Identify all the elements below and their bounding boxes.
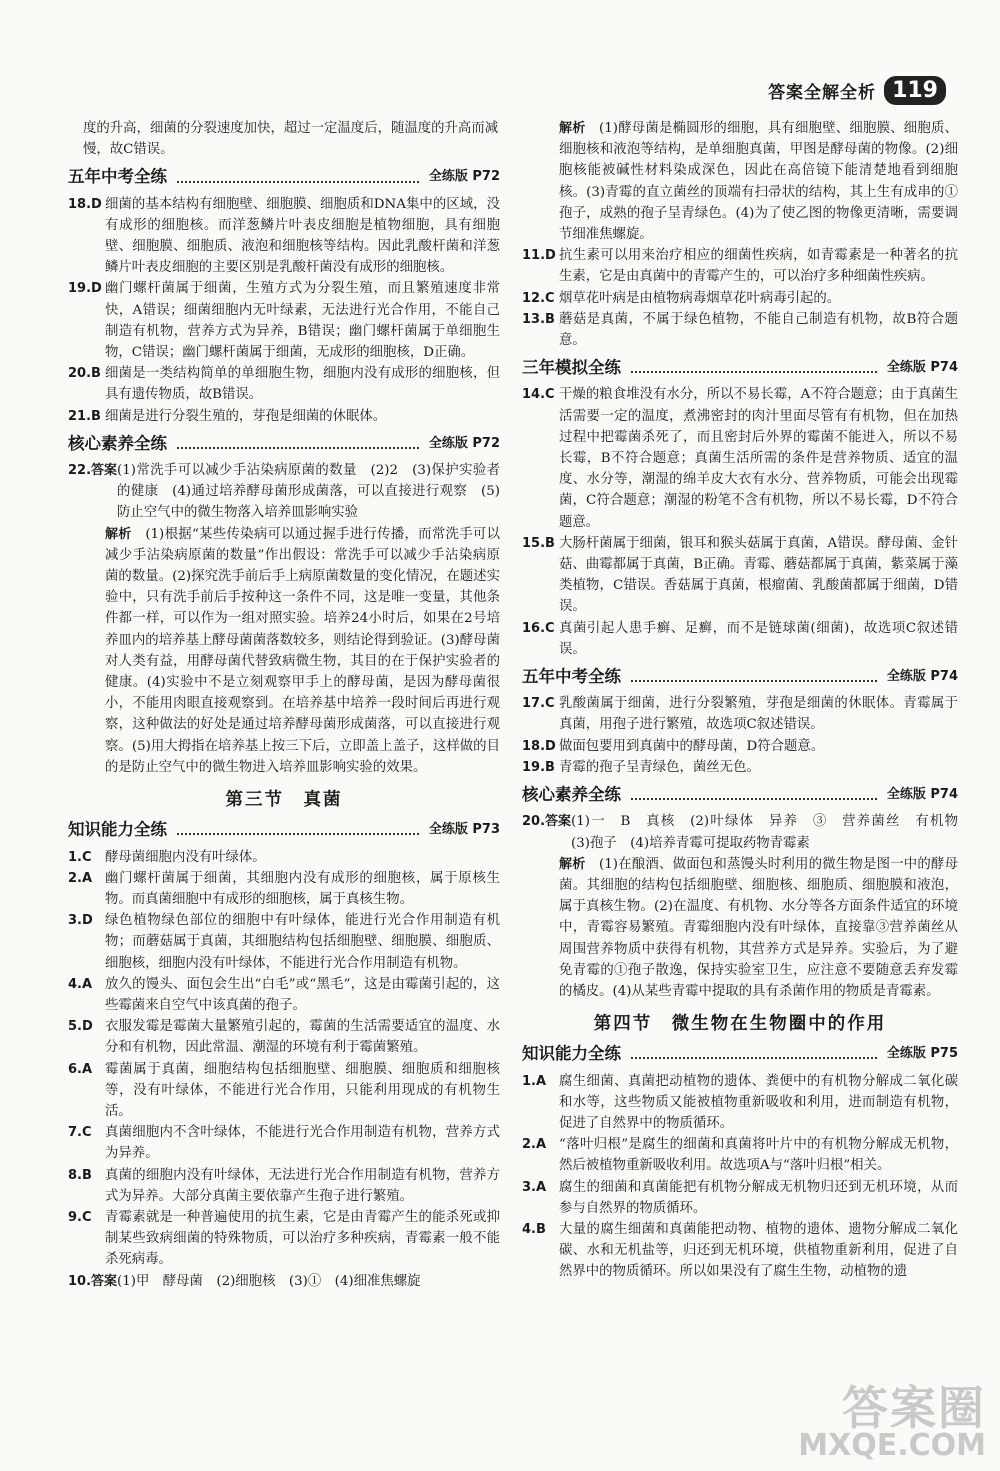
question-item [68, 1165, 500, 1207]
question-text: 青霉的孢子呈青绿色，菌丝无色。 [559, 759, 760, 775]
section-header [522, 357, 958, 378]
dotted-leader [631, 362, 877, 373]
question-item [522, 811, 972, 853]
watermark-title: 答案圈 [842, 1381, 986, 1435]
explanation-text: (1)在酿酒、做面包和蒸馒头时利用的微生物是图一中的酵母菌。其细胞的结构包括细胞壁、细胞核、细胞质、细胞膜和液泡，属于真核生物。(2)在温度、有机物、水分等各方面条件适宜的环境中，青霉容易繁殖。青霉细胞内没有叶绿体，直接靠③营养菌丝从周围营养物质中获得有机物，其营养方式是异养。实验后，为了避免青霉的①孢子散逸，保持实验室卫生，应注意不要随意丢弃发霉的橘皮。(4)从某些青霉中提取的具有杀菌作用的物质是青霉素。 [559, 856, 958, 999]
question-item [68, 406, 500, 427]
section-title: 五年中考全练 [68, 167, 167, 187]
question-item [68, 974, 500, 1016]
question-item [522, 309, 958, 351]
question-item [522, 1177, 958, 1219]
question-number: 20.B [68, 366, 101, 382]
question-item [522, 736, 958, 757]
question-text: 烟草花叶病是由植物病毒烟草花叶病毒引起的。 [559, 290, 841, 306]
question-text: 酵母菌细胞内没有叶绿体。 [105, 849, 266, 865]
watermark-logo [798, 1381, 986, 1463]
answer-text: (1)甲 酵母菌 (2)细胞核 (3)① (4)细准焦螺旋 [117, 1273, 421, 1289]
section-title: 知识能力全练 [68, 820, 167, 840]
question-number: 3.D [68, 913, 93, 929]
question-item [68, 1271, 500, 1292]
question-text: 真菌细胞内不含叶绿体，不能进行光合作用制造有机物，营养方式为异养。 [105, 1125, 500, 1162]
explanation-label: 解析 [559, 856, 586, 872]
explanation-block [522, 118, 958, 245]
question-number: 7.C [68, 1125, 92, 1141]
explanation-text: (1)酵母菌是椭圆形的细胞，具有细胞壁、细胞膜、细胞质、细胞核和液泡等结构，是单细胞真菌，甲图是酵母菌的物像。(2)细胞核能被碱性材料染成深色，因此在高倍镜下能清楚地看到细胞核。(3)青霉的直立菌丝的顶端有扫帚状的结构，其上生有成串的①孢子，成熟的孢子呈青绿色。(4)为了使乙图的物像更清晰，需要调节细准焦螺旋。 [559, 121, 958, 243]
question-text: 蘑菇是真菌，不属于绿色植物，不能自己制造有机物，故B符合题意。 [559, 311, 958, 349]
question-item [68, 910, 500, 974]
question-item [68, 278, 500, 363]
question-item [68, 1059, 500, 1123]
question-text: 腐生细菌、真菌把动植物的遗体、粪便中的有机物分解成二氧化碳和水等，这些物质又能被植物重新吸收和利用，进而制造有机物，促进了自然界中的物质循环。 [559, 1073, 958, 1131]
question-item [68, 868, 500, 910]
section-header [522, 1043, 958, 1064]
explanation-text: (1)根据“某些传染病可以通过握手进行传播，而常洗手可以减少手沾染病原菌的数量”作出假设：常洗手可以减少手沾染病原菌的数量。(2)探究洗手前后手上病原菌数量的变化情况，在题述实验中，只有洗手前后手按种这一条件不同，这是唯一变量，其他条件都一样，可以作为一组对照实验。培养24小时后，如果在2号培养皿内的培养基上酵母菌菌落数较多，则结论得到验证。(3)酵母菌对人类有益，用酵母菌代替致病微生物，其目的在于保护实验者的健康。(4)实验中不是立刻观察甲手上的酵母菌，是因为酵母菌很小，不能用肉眼直接观察到。在培养基中培养一段时间后再进行观察，这种做法的好处是通过培养酵母菌形成菌落，可以直接进行观察。(5)用大拇指在培养基上按三下后，立即盖上盖子，这样做的目的是防止空气中的微生物进入培养皿影响实验的效果。 [105, 526, 501, 775]
question-text: 衣服发霉是霉菌大量繁殖引起的，霉菌的生活需要适宜的温度、水分和有机物，因此常温、潮湿的环境有利于霉菌繁殖。 [105, 1019, 500, 1056]
question-text: 幽门螺杆菌属于细菌，生殖方式为分裂生殖，而且繁殖速度非常快，A错误；细菌细胞内无叶绿素，无法进行光合作用，不能自己制造有机物，营养方式为异养，B错误；幽门螺杆菌属于单细胞生物，C错误；幽门螺杆菌属于细菌，无成形的细胞核，D正确。 [105, 281, 500, 361]
question-text: 做面包要用到真菌中的酵母菌，D符合题意。 [559, 738, 825, 754]
question-text: 大量的腐生细菌和真菌能把动物、植物的遗体、遗物分解成二氧化碳、水和无机盐等，归还到无机环境，供植物重新利用，促进了自然界中的物质循环。所以如果没有了腐生生物，动植物的遗 [559, 1221, 958, 1280]
question-number: 19.B [522, 759, 555, 775]
section-title: 核心素养全练 [68, 433, 167, 453]
section-ref: 全练版 P74 [886, 669, 958, 685]
question-text: 幽门螺杆菌属于细菌，其细胞内没有成形的细胞核，属于原核生物。而真菌细胞中有成形的细胞核，属于真核生物。 [105, 870, 500, 907]
section-ref: 全练版 P74 [886, 787, 958, 803]
question-item [68, 1207, 500, 1271]
question-number: 13.B [522, 311, 555, 327]
question-item [522, 618, 958, 660]
question-text: 干燥的粮食堆没有水分，所以不易长霉，A不符合题意；由于真菌生活需要一定的温度，煮沸密封的肉汁里面尽管有有机物，但在加热过程中把霉菌杀死了，而且密封后外界的霉菌不能进入，所以不易长霉，B不符合题意；真菌生活所需的条件是营养物质、适宜的温度、水分等，潮湿的绵羊皮大衣有水分、营养物质，可能会出现霉菌，C符合题意；潮湿的粉笔不含有机物，所以不易长霉，D不符合题意。 [559, 387, 958, 530]
page-header [768, 76, 946, 105]
intro-continuation: 度的升高，细菌的分裂速度加快，超过一定温度后，随温度的升高而减慢，故C错误。 [83, 121, 499, 158]
dotted-leader [177, 438, 419, 449]
question-item [68, 460, 500, 524]
question-number: 18.D [522, 738, 556, 754]
question-text: “落叶归根”是腐生的细菌和真菌将叶片中的有机物分解成无机物，然后被植物重新吸收利用。故选项A与“落叶归根”相关。 [559, 1137, 958, 1174]
watermark-url: MXQE.COM [798, 1428, 986, 1463]
question-number: 12.C [522, 290, 555, 306]
question-item [68, 194, 500, 279]
question-number: 1.C [68, 849, 92, 865]
question-number: 2.A [68, 870, 93, 886]
question-number: 11.D [522, 248, 556, 264]
question-item [522, 533, 958, 618]
question-number: 21.B [68, 408, 101, 424]
question-text: 大肠杆菌属于细菌，银耳和猴头菇属于真菌，A错误。酵母菌、金针菇、曲霉都属于真菌，B正确。青霉、蘑菇都属于真菌，紫菜属于藻类植物，C错误。香菇属于真菌，根瘤菌、乳酸菌都属于细菌，D错误。 [559, 535, 958, 615]
question-number: 22.答案 [68, 463, 118, 479]
question-text: 细菌是一类结构简单的单细胞生物，细胞内没有成形的细胞核，但具有遗传物质，故B错误。 [105, 366, 500, 403]
chapter-title: 第三节 真菌 [225, 790, 343, 811]
question-number: 17.C [522, 696, 555, 712]
section-ref: 全练版 P72 [428, 169, 500, 185]
page-number: 119 [884, 76, 946, 105]
section-header [68, 433, 500, 454]
question-text: 放久的馒头、面包会生出“白毛”或“黑毛”，这是由霉菌引起的，这些霉菌来自空气中该真菌的孢子。 [105, 976, 500, 1013]
question-number: 20.答案 [522, 814, 572, 830]
question-item [68, 363, 500, 405]
section-ref: 全练版 P73 [428, 822, 500, 838]
question-text: 绿色植物绿色部位的细胞中有叶绿体，能进行光合作用制造有机物；而蘑菇属于真菌，其细胞结构包括细胞壁、细胞膜、细胞质、细胞核，细胞内没有叶绿体，不能进行光合作用制造有机物。 [105, 913, 500, 971]
answer-text: (1)常洗手可以减少手沾染病原菌的数量 (2)2 (3)保护实验者的健康 (4)通过培养酵母菌形成菌落，可以直接进行观察 (5)防止空气中的微生物落入培养皿影响实验 [117, 463, 500, 521]
question-item [68, 1122, 500, 1164]
dotted-leader [631, 789, 877, 800]
question-number: 5.D [68, 1019, 93, 1035]
question-text: 真菌的细胞内没有叶绿体，无法进行光合作用制造有机物，营养方式为异养。大部分真菌主要依靠产生孢子进行繁殖。 [105, 1167, 500, 1204]
explanation-block [68, 524, 500, 778]
question-number: 14.C [522, 387, 555, 403]
section-header [522, 666, 958, 687]
section-header [68, 819, 500, 840]
question-number: 3.A [522, 1179, 547, 1195]
section-title: 知识能力全练 [522, 1044, 621, 1064]
section-header [68, 166, 500, 187]
question-number: 10.答案 [68, 1273, 118, 1289]
question-text: 乳酸菌属于细菌，进行分裂繁殖，芽孢是细菌的休眠体。青霉属于真菌，用孢子进行繁殖，故选项C叙述错误。 [559, 696, 958, 733]
question-number: 4.A [68, 976, 93, 992]
header-label: 答案全解全析 [768, 83, 877, 103]
question-item [522, 288, 958, 309]
section-title: 三年模拟全练 [522, 358, 621, 378]
question-text: 腐生的细菌和真菌能把有机物分解成无机物归还到无机环境，从而参与自然界的物质循环。 [559, 1179, 958, 1216]
question-item [68, 847, 500, 868]
question-number: 2.A [522, 1137, 547, 1153]
question-text: 青霉素就是一种普遍使用的抗生素，它是由青霉产生的能杀死或抑制某些致病细菌的特殊物质，可以治疗多种疾病，青霉素一般不能杀死病毒。 [105, 1209, 500, 1268]
question-text: 细菌的基本结构有细胞壁、细胞膜、细胞质和DNA集中的区域，没有成形的细胞核。而洋葱鳞片叶表皮细胞是植物细胞，具有细胞壁、细胞膜、细胞质、液泡和细胞核等结构。因此乳酸杆菌和洋葱鳞片叶表皮细胞的主要区别是乳酸杆菌没有成形的细胞核。 [105, 196, 500, 276]
question-item [68, 1016, 500, 1058]
question-number: 8.B [68, 1167, 92, 1183]
question-number: 1.A [522, 1073, 547, 1089]
question-item [522, 1219, 958, 1283]
dotted-leader [177, 172, 419, 183]
question-number: 15.B [522, 535, 555, 551]
question-item [522, 245, 958, 287]
question-item [522, 757, 958, 778]
question-number: 18.D [68, 196, 102, 212]
section-title: 核心素养全练 [522, 785, 621, 805]
question-text: 霉菌属于真菌，细胞结构包括细胞壁、细胞膜、细胞质和细胞核等，没有叶绿体，不能进行光合作用，只能利用现成的有机物生活。 [105, 1061, 500, 1119]
section-ref: 全练版 P75 [886, 1046, 958, 1062]
explanation-block [522, 854, 958, 1002]
question-item [522, 1071, 958, 1135]
dotted-leader [631, 1048, 877, 1059]
question-number: 4.B [522, 1221, 546, 1237]
question-item [522, 1134, 958, 1176]
question-item [522, 693, 958, 735]
answer-text: (1)一 B 真核 (2)叶绿体 异养 ③ 营养菌丝 有机物 (3)孢子 (4)培养青霉可提取药物青霉素 [571, 814, 972, 851]
question-number: 16.C [522, 620, 555, 636]
section-ref: 全练版 P74 [886, 360, 958, 376]
question-item [522, 384, 958, 532]
dotted-leader [631, 671, 877, 682]
question-number: 19.D [68, 281, 102, 297]
question-text: 抗生素可以用来治疗相应的细菌性疾病，如青霉素是一种著名的抗生素，它是由真菌中的青霉产生的，可以治疗多种细菌性疾病。 [559, 248, 958, 285]
question-number: 9.C [68, 1209, 92, 1225]
dotted-leader [177, 824, 419, 835]
section-title: 五年中考全练 [522, 667, 621, 687]
section-header [522, 784, 958, 805]
right-column [522, 118, 972, 1283]
chapter-title: 第四节 微生物在生物圈中的作用 [593, 1014, 887, 1035]
left-column [68, 118, 500, 1292]
section-ref: 全练版 P72 [428, 435, 500, 451]
question-text: 真菌引起人患手癣、足癣，而不是链球菌(细菌)，故选项C叙述错误。 [559, 620, 958, 657]
explanation-label: 解析 [105, 526, 132, 542]
question-text: 细菌是进行分裂生殖的，芽孢是细菌的休眠体。 [105, 408, 387, 424]
question-number: 6.A [68, 1061, 93, 1077]
explanation-label: 解析 [559, 121, 586, 136]
